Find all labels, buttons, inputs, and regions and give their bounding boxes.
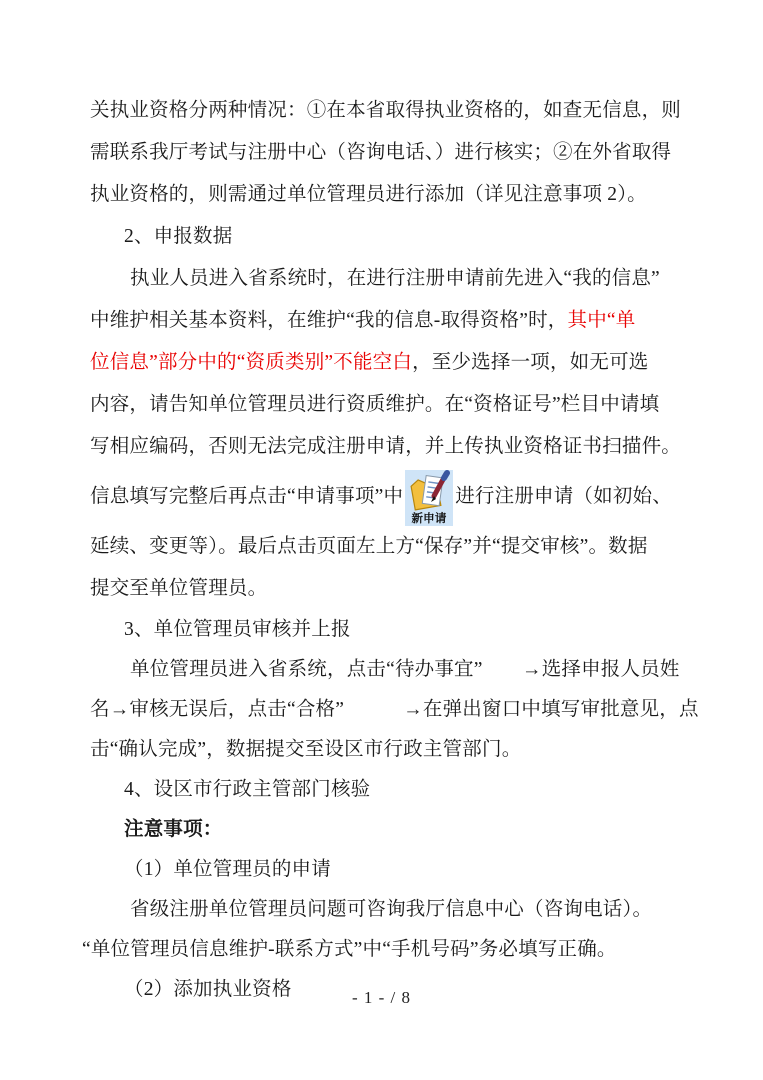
text-line: [90, 730, 676, 770]
text-segment: 进行注册申请（如初始、: [455, 486, 672, 507]
text-segment: “单位管理员信息维护-联系方式”中“手机号码”务必填写正确。: [82, 939, 617, 960]
text-line: [90, 216, 676, 258]
new-application-icon-graphic: [405, 470, 453, 526]
text-segment: 注意事项：: [124, 819, 223, 840]
text-segment: 提交至单位管理员。: [90, 578, 268, 599]
text-line: [82, 930, 676, 970]
text-line: [90, 610, 676, 650]
document-text: [82, 90, 699, 1010]
text-line: [90, 174, 676, 216]
text-line: [90, 90, 682, 132]
text-line: [90, 258, 676, 300]
text-line: [90, 342, 676, 384]
text-line: [90, 526, 676, 568]
text-line: [90, 568, 676, 610]
text-segment: 2、申报数据: [124, 226, 233, 247]
text-line: [90, 300, 676, 342]
text-segment: 执业人员进入省系统时，在进行注册申请前先进入“我的信息”: [130, 268, 660, 289]
emphasized-text: 其中“单: [567, 310, 636, 331]
emphasized-text: 位信息”部分中的“资质类别”不能空白: [90, 352, 413, 373]
text-segment: 信息填写完整后再点击“申请事项”中: [90, 486, 404, 507]
text-segment: （1）单位管理员的申请: [124, 859, 331, 880]
text-segment: 击“确认完成”，数据提交至设区市行政主管部门。: [90, 739, 522, 760]
text-line: [90, 810, 676, 850]
text-line: [90, 890, 676, 930]
new-application-icon[interactable]: [405, 470, 453, 526]
text-segment: 执业资格的，则需通过单位管理员进行添加（详见注意事项 2）。: [90, 184, 647, 205]
text-segment: 单位管理员进入省系统，点击“待办事宜” →选择申报人员姓: [130, 659, 680, 680]
text-segment: ，至少选择一项，如无可选: [412, 352, 649, 373]
text-line: [90, 132, 676, 174]
text-segment: 中维护相关基本资料，在维护“我的信息-取得资格”时，: [90, 310, 568, 331]
text-segment: 写相应编码，否则无法完成注册申请，并上传执业资格证书扫描件。: [90, 436, 682, 457]
text-segment: 4、设区市行政主管部门核验: [124, 779, 371, 800]
page-number: - 1 - / 8: [351, 988, 412, 1007]
text-segment: 延续、变更等）。最后点击页面左上方“保存”并“提交审核”。数据: [90, 536, 648, 557]
text-segment: 关执业资格分两种情况：①在本省取得执业资格的，如查无信息，则: [90, 100, 682, 121]
text-line: [90, 650, 680, 690]
text-line: [90, 850, 676, 890]
text-line: [90, 426, 682, 468]
text-segment: 需联系我厅考试与注册中心（咨询电话、）进行核实；②在外省取得: [90, 142, 672, 163]
text-segment: 3、单位管理员审核并上报: [124, 619, 351, 640]
text-line: [90, 770, 676, 810]
new-application-icon-label: 新申请: [411, 512, 447, 525]
text-line: [90, 468, 676, 526]
text-line: [90, 690, 699, 730]
text-segment: 省级注册单位管理员问题可咨询我厅信息中心（咨询电话）。: [130, 899, 653, 920]
text-line: [90, 384, 676, 426]
text-segment: 名→审核无误后，点击“合格” →在弹出窗口中填写审批意见，点: [90, 699, 699, 720]
text-segment: 内容，请告知单位管理员进行资质维护。在“资格证号”栏目中请填: [90, 394, 660, 415]
text-segment: （2）添加执业资格: [124, 979, 292, 1000]
